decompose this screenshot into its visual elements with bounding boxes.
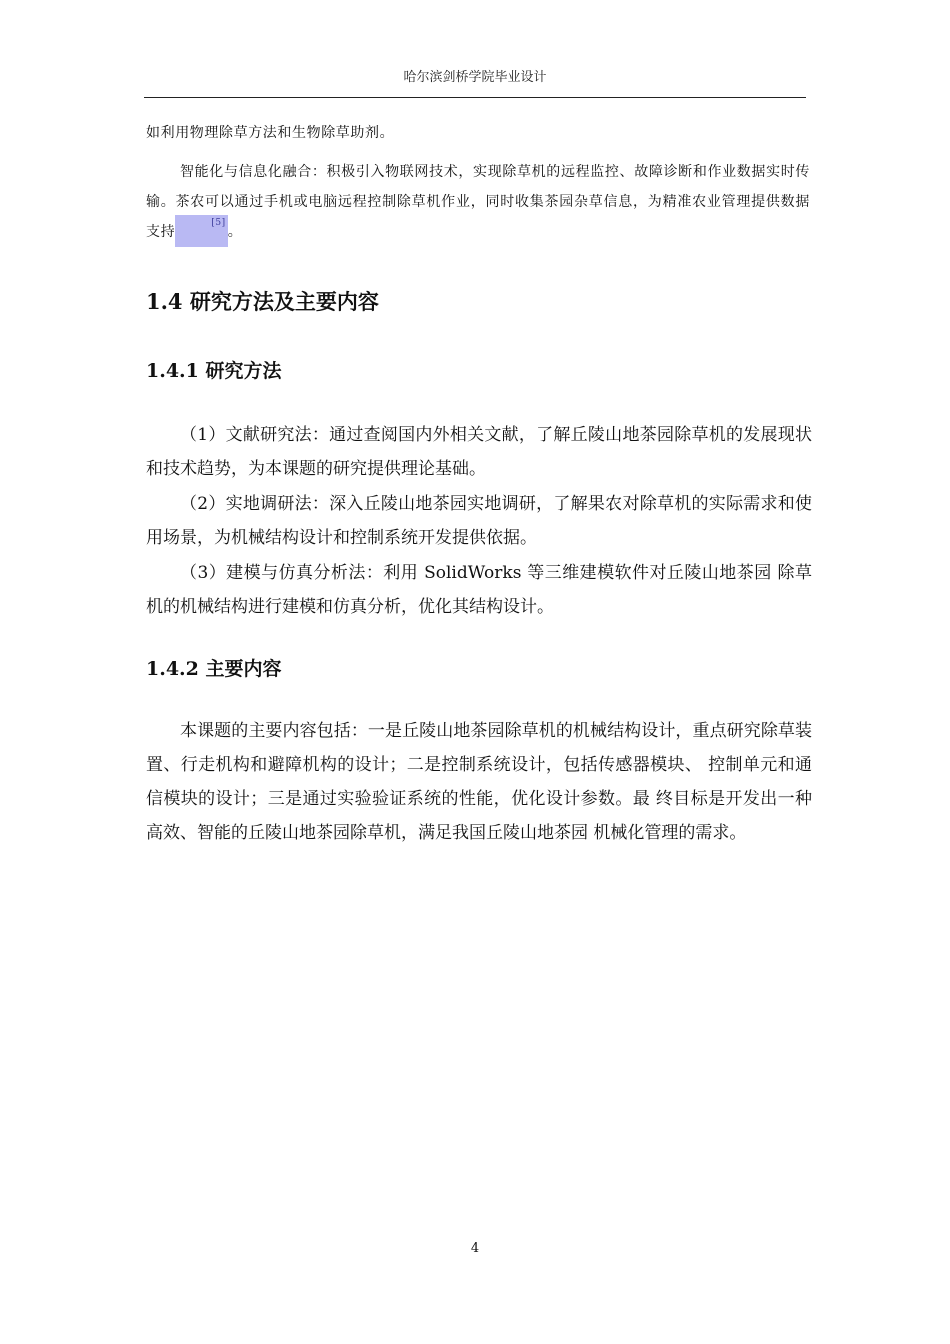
intro-paragraph-end: 。 — [227, 224, 243, 240]
citation-link[interactable]: [5] — [175, 215, 228, 247]
section-heading-1-4-1: 1.4.1 研究方法 — [146, 360, 282, 382]
section-heading-1-4-2: 1.4.2 主要内容 — [146, 658, 282, 680]
page-header: 哈尔滨剑桥学院毕业设计 — [403, 70, 547, 85]
section-heading-1-4: 1.4 研究方法及主要内容 — [146, 289, 379, 314]
method-item-2: （2）实地调研法：深入丘陵山地茶园实地调研，了解果农对除草机的实际需求和使用场景，为机械结构设计和控制系统开发提供依据。 — [146, 494, 812, 548]
header-rule — [144, 97, 806, 98]
method-item-1: （1）文献研究法：通过查阅国内外相关文献，了解丘陵山地茶园除草机的发展现状和技术趋势，为本课题的研究提供理论基础。 — [146, 425, 812, 479]
page-number: 4 — [470, 1241, 480, 1256]
intro-paragraph — [146, 157, 810, 247]
intro-paragraph-text: 智能化与信息化融合：积极引入物联网技术，实现除草机的远程监控、故障诊断和作业数据实时传输。茶农可以通过手机或电脑远程控制除草机作业，同时收集茶园杂草信息，为精准农业管理提供数据支持 — [146, 164, 810, 240]
intro-line: 如利用物理除草方法和生物除草助剂。 — [146, 125, 395, 141]
main-content-paragraph: 本课题的主要内容包括：一是丘陵山地茶园除草机的机械结构设计，重点研究除草装置、行走机构和避障机构的设计；二是控制系统设计，包括传感器模块、 控制单元和通信模块的设计；三是通过实验验证系统的性能，优化设计参数。最 终目标是开发出一种高效、智能的丘陵山地茶园除草机，满足我国丘陵山地茶园 机械化管理的需求。 — [146, 721, 812, 843]
method-item-3: （3）建模与仿真分析法：利用 SolidWorks 等三维建模软件对丘陵山地茶园 除草机的机械结构进行建模和仿真分析，优化其结构设计。 — [146, 563, 812, 617]
